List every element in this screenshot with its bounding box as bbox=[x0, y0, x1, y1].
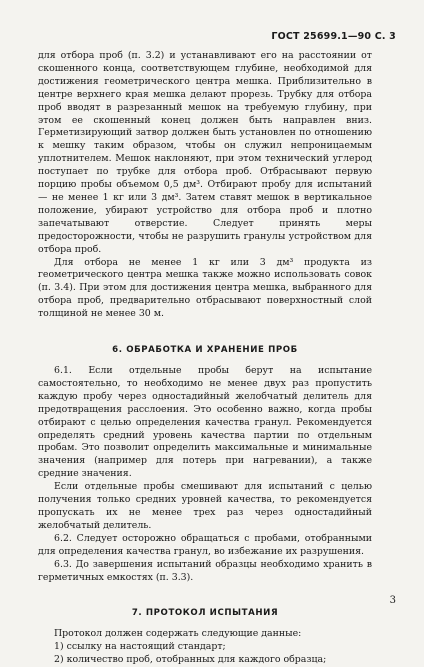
section-6-paragraph-3: 6.2. Следует осторожно обращаться с пробами, отобранными для определения качества гранул, во избежание их разрушения. bbox=[38, 532, 372, 557]
section-7-list-item-1: 1) ссылку на настоящий стандарт; bbox=[54, 641, 226, 653]
section-6-paragraph-1: 6.1. Если отдельные пробы берут на испытание самостоятельно, то необходимо не менее двух раз пропустить каждую пробу через одностадийный желобчатый делитель для предотвращения расслоения. Это особенно важно, когда пробы отбирают с целью определения качества гранул. Рекомендуется определять средний уровень качества партии по отдельным пробам. Это позволит определить максимальные и минимальные значения (например для потерь при нагревании), а также средние значения. bbox=[38, 365, 372, 480]
section-7-list-item-2: 2) количество проб, отобранных для каждого образца; bbox=[54, 654, 327, 666]
section-6-title: 6. ОБРАБОТКА И ХРАНЕНИЕ ПРОБ bbox=[112, 345, 298, 356]
page-number: 3 bbox=[389, 595, 396, 606]
section-7-intro: Протокол должен содержать следующие данные: bbox=[54, 628, 302, 640]
section-6-paragraph-4: 6.3. До завершения испытаний образцы необходимо хранить в герметичных емкостях (п. 3.3). bbox=[38, 558, 372, 583]
section-6-paragraph-2: Если отдельные пробы смешивают для испытаний с целью получения только средних уровней качества, то рекомендуется пропускать их не менее трех раз через одностадийный желобчатый делитель. bbox=[38, 481, 372, 531]
page-header: ГОСТ 25699.1—90 С. 3 bbox=[271, 31, 396, 42]
section-7-title: 7. ПРОТОКОЛ ИСПЫТАНИЯ bbox=[131, 608, 279, 619]
body-paragraph-2: Для отбора не менее 1 кг или 3 дм³ продукта из геометрического центра мешка также можно использовать совок (п. 3.4). При этом для достижения центра мешка, выбранного для отбора проб, предварительно отбрасывают поверхностный слой толщиной не менее 30 м. bbox=[38, 256, 372, 320]
page-content bbox=[38, 50, 372, 667]
body-paragraph-1: для отбора проб (п. 3.2) и устанавливают его на расстоянии от скошенного конца, соответствующем глубине, необходимой для достижения геометрического центра мешка. Приблизительно в центре верхнего края мешка делают прорезь. Трубку для отбора проб вводят в разрезанный мешок на требуемую глубину, при этом ее скошенный конец должен быть направлен вниз. Герметизирующий затвор должен быть установлен по отношению к мешку таким образом, чтобы он служил непроницаемым уплотнителем. Мешок наклоняют, при этом технический углерод поступает по трубке для отбора проб. Отбрасывают первую порцию пробы объемом 0,5 дм³. Отбирают пробу для испытаний — не менее 1 кг или 3 дм³. Затем ставят мешок в вертикальное положение, убирают устройство для отбора проб и плотно запечатывают отверстие. Следует принять меры предосторожности, чтобы не разрушить гранулы устройством для отбора проб. bbox=[38, 50, 372, 255]
